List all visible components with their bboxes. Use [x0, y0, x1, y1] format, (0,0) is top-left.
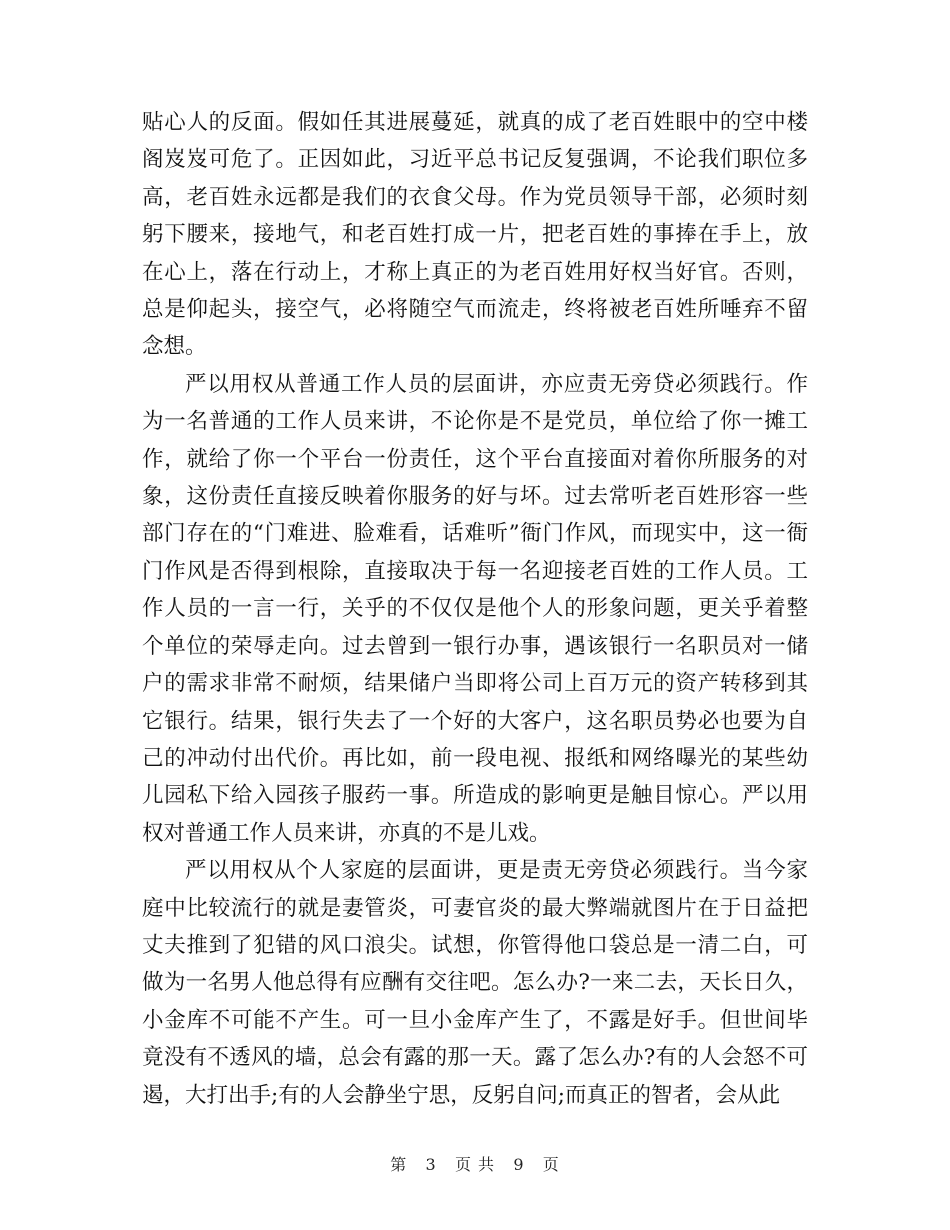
- paragraph-2: 严以用权从普通工作人员的层面讲，亦应责无旁贷必须践行。作为一名普通的工作人员来讲，不论你是不是党员，单位给了你一摊工作，就给了你一个平台一份责任，这个平台直接面对着你所服务的对象，这份责任直接反映着你服务的好与坏。过去常听老百姓形容一些部门存在的“门难进、脸难看，话难听”衙门作风，而现实中，这一衙门作风是否得到根除，直接取决于每一名迎接老百姓的工作人员。工作人员的一言一行，关乎的不仅仅是他个人的形象问题，更关乎着整个单位的荣辱走向。过去曾到一银行办事，遇该银行一名职员对一储户的需求非常不耐烦，结果储户当即将公司上百万元的资产转移到其它银行。结果，银行失去了一个好的大客户，这名职员势必也要为自己的冲动付出代价。再比如，前一段电视、报纸和网络曝光的某些幼儿园私下给入园孩子服药一事。所造成的影响更是触目惊心。严以用权对普通工作人员来讲，亦真的不是儿戏。: [142, 371, 808, 846]
- body-text: [142, 104, 808, 1114]
- footer-suffix: 页: [542, 1155, 560, 1174]
- paragraph-3: 严以用权从个人家庭的层面讲，更是责无旁贷必须践行。当今家庭中比较流行的就是妻管炎，可妻官炎的最大弊端就图片在于日益把丈夫推到了犯错的风口浪尖。试想，你管得他口袋总是一清二白，可做为一名男人他总得有应酬有交往吧。怎么办?一来二去，天长日久，小金库不可能不产生。可一旦小金库产生了，不露是好手。但世间毕竟没有不透风的墙，总会有露的那一天。露了怎么办?有的人会怒不可遏，大打出手;有的人会静坐宁思，反躬自问;而真正的智者，会从此: [142, 858, 808, 1108]
- footer-prefix: 第: [390, 1155, 408, 1174]
- footer-total-pages: 9: [513, 1155, 525, 1174]
- footer-current-page: 3: [425, 1155, 437, 1174]
- paragraph-1: 贴心人的反面。假如任其进展蔓延，就真的成了老百姓眼中的空中楼阁岌岌可危了。正因如此，习近平总书记反复强调，不论我们职位多高，老百姓永远都是我们的衣食父母。作为党员领导干部，必须时刻躬下腰来，接地气，和老百姓打成一片，把老百姓的事捧在手上，放在心上，落在行动上，才称上真正的为老百姓用好权当好官。否则，总是仰起头，接空气，必将随空气而流走，终将被老百姓所唾弃不留念想。: [142, 110, 808, 360]
- page-footer: [0, 1152, 950, 1175]
- footer-middle: 页 共: [454, 1155, 496, 1174]
